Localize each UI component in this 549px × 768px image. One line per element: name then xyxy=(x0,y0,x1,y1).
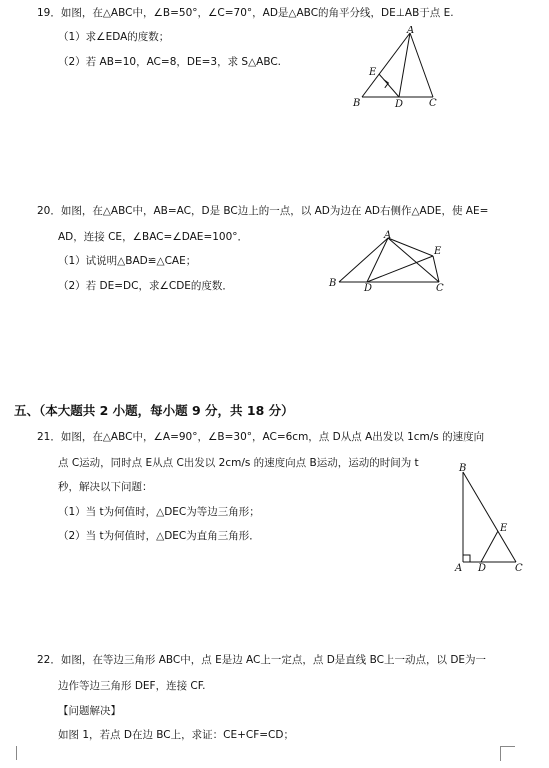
q21-right-angle-mark xyxy=(463,555,470,562)
q21-label-c: C xyxy=(515,563,523,574)
q19-part2: （2）若 AB=10，AC=8，DE=3，求 S△ABC. xyxy=(58,56,282,68)
q20-side-ac xyxy=(388,238,439,282)
q19-label-c: C xyxy=(429,98,437,109)
q22-stem-line1: 22．如图，在等边三角形 ABC中，点 E是边 AC上一定点，点 D是直线 BC上一动点，以 DE为一 xyxy=(37,654,487,666)
q20-label-c: C xyxy=(436,283,444,292)
q21-label-a: A xyxy=(455,563,463,574)
q21-label-b: B xyxy=(459,463,467,474)
q21-segment-de xyxy=(481,531,498,562)
q21-figure xyxy=(452,462,532,574)
q20-segment-ae xyxy=(388,238,433,256)
q20-side-ab xyxy=(339,238,388,282)
q20-label-d: D xyxy=(364,283,373,292)
q19-label-a: A xyxy=(407,26,415,36)
q21-part2: （2）当 t为何值时，△DEC为直角三角形． xyxy=(58,530,260,542)
q19-side-ab xyxy=(362,33,410,97)
q21-stem-line2: 点 C运动，同时点 E从点 C出发以 2cm/s 的速度向点 B运动，运动的时间为 t xyxy=(58,457,419,469)
q19-segment-de xyxy=(379,74,399,97)
q22-line3: 如图 1，若点 D在边 BC上，求证：CE+CF=CD； xyxy=(58,729,294,741)
q20-label-b: B xyxy=(329,278,337,289)
q20-segment-de xyxy=(367,256,433,282)
q20-label-a: A xyxy=(384,230,392,241)
q22-subheading: 【问题解决】 xyxy=(58,705,121,717)
q22-stem-line2: 边作等边三角形 DEF，连接 CF. xyxy=(58,680,206,692)
page-corner-mark-right xyxy=(500,746,515,761)
q21-stem-line3: 秒，解决以下问题： xyxy=(58,481,153,493)
q20-part2: （2）若 DE=DC，求∠CDE的度数． xyxy=(58,280,233,292)
q19-label-b: B xyxy=(353,98,361,109)
q21-part1: （1）当 t为何值时，△DEC为等边三角形； xyxy=(58,506,260,518)
q20-part1: （1）试说明△BAD≌△CAE； xyxy=(58,255,197,267)
q20-figure xyxy=(327,228,449,292)
q19-side-ac xyxy=(410,33,433,97)
q19-label-e: E xyxy=(369,67,377,78)
q21-label-d: D xyxy=(478,563,487,574)
q21-stem-line1: 21．如图，在△ABC中，∠A=90°，∠B=30°，AC=6cm，点 D从点 A出发以 1cm/s 的速度向 xyxy=(37,431,485,443)
q19-figure xyxy=(348,26,448,112)
q19-part1: （1）求∠EDA的度数； xyxy=(58,31,170,43)
q20-stem-line2: AD，连接 CE，∠BAC=∠DAE=100°． xyxy=(58,231,249,243)
section-heading: 五、（本大题共 2 小题，每小题 9 分，共 18 分） xyxy=(14,403,294,418)
q21-side-bc xyxy=(463,472,516,562)
page-corner-mark-left xyxy=(2,746,17,760)
q21-label-e: E xyxy=(500,523,508,534)
q19-label-d: D xyxy=(395,99,404,110)
q20-stem-line1: 20．如图，在△ABC中，AB=AC，D是 BC边上的一点，以 AD为边在 AD右侧作△ADE，使 AE= xyxy=(37,205,489,217)
q19-stem: 19．如图，在△ABC中，∠B=50°，∠C=70°，AD是△ABC的角平分线，DE⊥AB于点 E. xyxy=(37,7,454,19)
q20-label-e: E xyxy=(434,246,442,257)
q19-segment-ad xyxy=(399,33,410,97)
